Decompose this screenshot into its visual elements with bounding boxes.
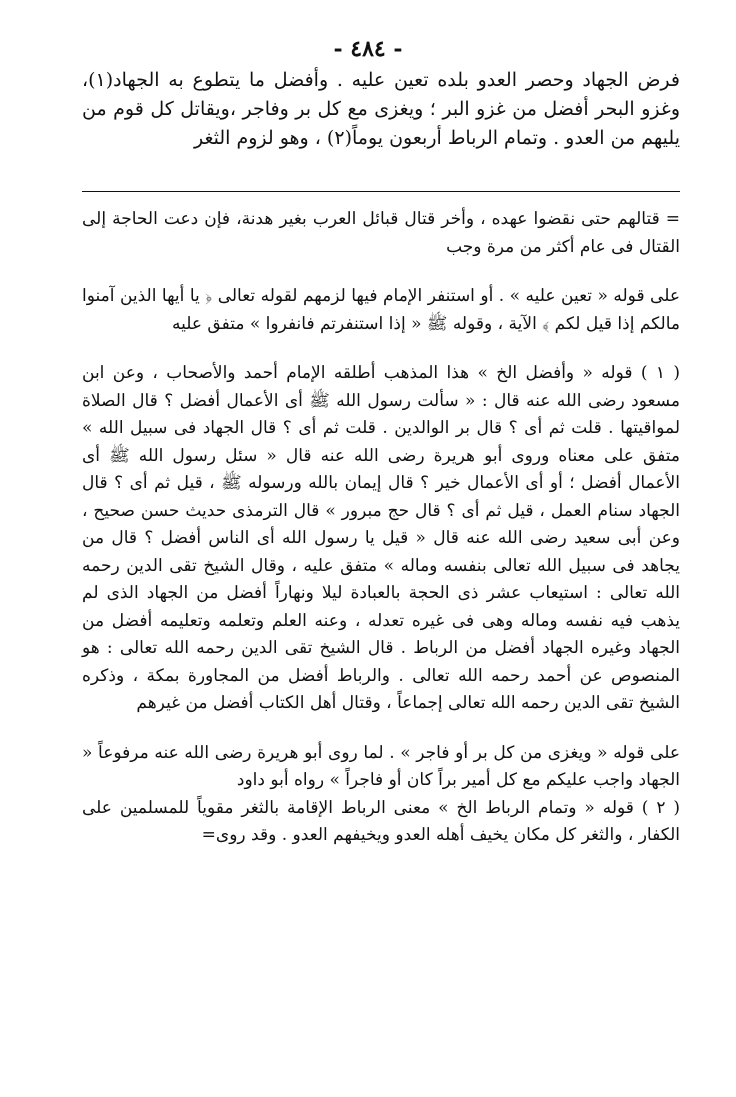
paragraph-gap (82, 261, 680, 283)
footnote-separator (82, 191, 680, 192)
footnote-yughza: على قوله « ويغزى من كل بر أو فاجر » . لما روى أبو هريرة رضى الله عنه مرفوعاً « الجهاد واجب عليكم مع كل أمير براً كان أو فاجراً » رواه أبو داود (82, 742, 680, 790)
main-text-block (82, 66, 680, 153)
footnote-2: ( ٢ ) قوله « وتمام الرباط الخ » معنى الرباط الإقامة بالثغر مقوياً للمسلمين على الكفار ، والثغر كل مكان يخيف أهله العدو ويخيفهم العدو . وقد روى= (82, 797, 680, 845)
footnote-continuation: = قتالهم حتى نقضوا عهده ، وأخر قتال قبائل العرب بغير هدنة، فإن دعت الحاجة إلى القتال فى عام أكثر من مرة وجب (82, 209, 680, 257)
page-number: - ٤٨٤ - (333, 36, 403, 62)
footnote-1: ( ١ ) قوله « وأفضل الخ » هذا المذهب أطلقه الإمام أحمد والأصحاب ، وعن ابن مسعود رضى الله عنه قال : « سألت رسول الله ﷺ أى الأعمال أفضل ؟ قال الصلاة لمواقيتها . قلت ثم أى ؟ قال بر الوالدين . قلت ثم أى ؟ قال الجهاد فى سبيل الله » متفق على معناه وروى أبو هريرة رضى الله عنه قال « سئل رسول الله ﷺ أى الأعمال أفضل ؛ أو أى الأعمال خير ؟ قال إيمان بالله ورسوله ﷺ ، قيل ثم أى ؟ قال الجهاد سنام العمل ، قيل ثم أى ؟ قال حج مبرور » قال الترمذى حديث حسن صحيح ، وعن أبى سعيد رضى الله عنه قال « قيل يا رسول الله أى الناس أفضل ؟ قال من يجاهد فى سبيل الله تعالى بنفسه وماله » متفق عليه ، وقال الشيخ تقى الدين رحمه الله تعالى : استيعاب عشر ذى الحجة بالعبادة ليلا ونهاراً أفضل من الجهاد الذى لم يذهب فيه نفسه وماله وهى فى غيره تعدله ، وعنه العلم وتعلمه وتعليمه أفضل من الجهاد وغيره الجهاد أفضل من الرباط . قال الشيخ تقى الدين رحمه الله تعالى : هو المنصوص عن أحمد رحمه الله تعالى . والرباط أفضل من المجاورة بمكة ، وذكره الشيخ تقى الدين رحمه الله تعالى إجماعاً ، وقتال أهل الكتاب أفضل من غيرهم (82, 363, 681, 713)
footnote-taayyun: على قوله « تعين عليه » . أو استنفر الإمام فيها لزمهم لقوله تعالى ﴿ يا أيها الذين آمنوا مالكم إذا قيل لكم ﴾ الآية ، وقوله ﷺ « إذا استنفرتم فانفروا » متفق عليه (82, 286, 680, 334)
footnotes-block (82, 206, 680, 850)
paragraph-gap (82, 718, 680, 740)
main-paragraph: فرض الجهاد وحصر العدو بلده تعين عليه . وأفضل ما يتطوع به الجهاد(١)، وغزو البحر أفضل من غزو البر ؛ ويغزى مع كل بر وفاجر ،ويقاتل كل قوم من يليهم من العدو . وتمام الرباط أربعون يوماً(٢) ، وهو لزوم الثغر (82, 69, 680, 149)
paragraph-gap (82, 338, 680, 360)
